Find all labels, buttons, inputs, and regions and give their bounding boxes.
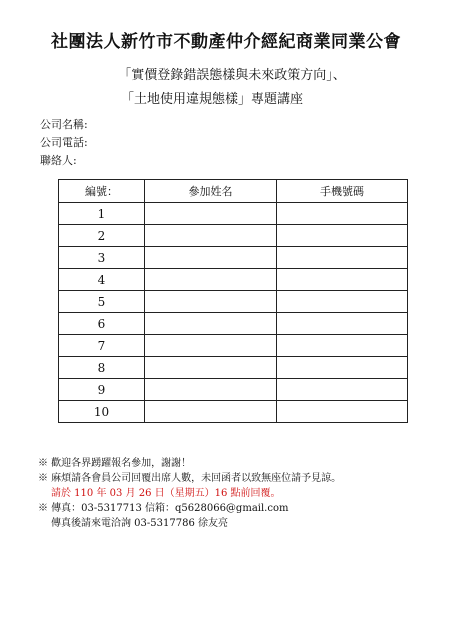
org-title: 社團法人新竹市不動產仲介經紀商業同業公會	[51, 32, 401, 52]
table-row	[59, 225, 408, 247]
event-subtitle-line2: 「土地使用違規態樣」專題講座	[120, 92, 303, 107]
mobile-number-cell[interactable]	[277, 247, 408, 269]
table-row	[59, 379, 408, 401]
table-header-row	[59, 180, 408, 203]
mobile-number-cell[interactable]	[277, 357, 408, 379]
notes-section	[38, 456, 341, 531]
contact-person-field: 聯絡人:	[40, 154, 77, 167]
mobile-number-cell[interactable]	[277, 313, 408, 335]
row-number: 2	[59, 225, 145, 247]
attendee-name-cell[interactable]	[145, 379, 277, 401]
attendee-name-cell[interactable]	[145, 203, 277, 225]
table-row	[59, 357, 408, 379]
note-deadline: 請於 110 年 03 月 26 日（星期五）16 點前回覆。	[51, 488, 281, 499]
event-subtitle-line1: 「實價登錄錯誤態樣與未來政策方向」、	[118, 68, 346, 83]
header-mobile-number: 手機號碼	[277, 180, 408, 203]
table-row	[59, 269, 408, 291]
mobile-number-cell[interactable]	[277, 291, 408, 313]
note-welcome: ※ 歡迎各界踴躍報名參加，謝謝！	[38, 458, 192, 469]
row-number: 6	[59, 313, 145, 335]
table-row	[59, 247, 408, 269]
row-number: 1	[59, 203, 145, 225]
mobile-number-cell[interactable]	[277, 225, 408, 247]
table-row	[59, 291, 408, 313]
row-number: 9	[59, 379, 145, 401]
attendee-name-cell[interactable]	[145, 357, 277, 379]
attendee-name-cell[interactable]	[145, 401, 277, 423]
note-reply-request: ※ 麻煩請各會員公司回覆出席人數，未回函者以致無座位請予見諒。	[38, 473, 342, 484]
mobile-number-cell[interactable]	[277, 379, 408, 401]
row-number: 8	[59, 357, 145, 379]
header-attendee-name: 參加姓名	[145, 180, 277, 203]
registration-table	[58, 179, 408, 423]
attendee-name-cell[interactable]	[145, 269, 277, 291]
row-number: 4	[59, 269, 145, 291]
table-row	[59, 401, 408, 423]
attendee-name-cell[interactable]	[145, 225, 277, 247]
note-contact-phone: 傳真後請來電洽詢 03-5317786 徐友亮	[51, 518, 228, 529]
table-row	[59, 203, 408, 225]
attendee-name-cell[interactable]	[145, 247, 277, 269]
row-number: 5	[59, 291, 145, 313]
mobile-number-cell[interactable]	[277, 401, 408, 423]
attendee-name-cell[interactable]	[145, 291, 277, 313]
note-contact-fax-email: ※ 傳真：03-5317713 信箱：q5628066@gmail.com	[38, 503, 289, 514]
table-row	[59, 335, 408, 357]
table-row	[59, 313, 408, 335]
attendee-name-cell[interactable]	[145, 313, 277, 335]
row-number: 3	[59, 247, 145, 269]
mobile-number-cell[interactable]	[277, 269, 408, 291]
attendee-name-cell[interactable]	[145, 335, 277, 357]
row-number: 7	[59, 335, 145, 357]
company-name-field: 公司名稱:	[40, 118, 88, 131]
header-number: 編號：	[59, 180, 145, 203]
row-number: 10	[59, 401, 145, 423]
mobile-number-cell[interactable]	[277, 335, 408, 357]
company-phone-field: 公司電話:	[40, 136, 88, 149]
mobile-number-cell[interactable]	[277, 203, 408, 225]
